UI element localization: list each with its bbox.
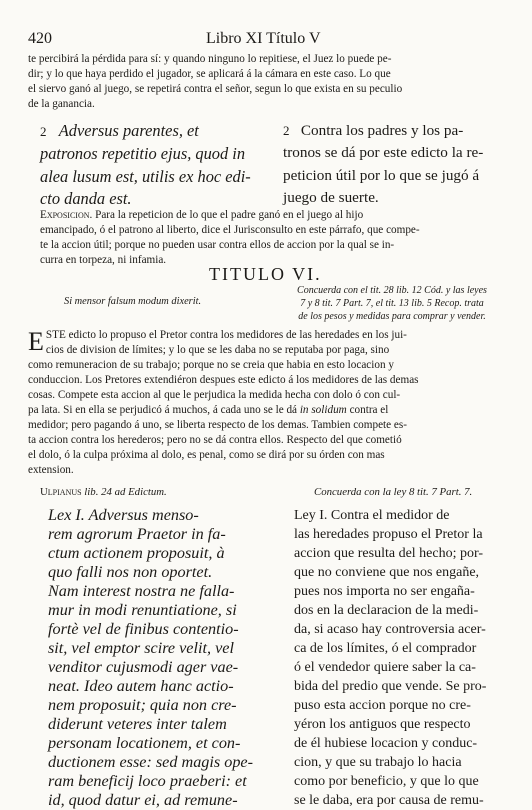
text-line: id, quod datur ei, ad remune- xyxy=(48,791,238,809)
text-line: dos en la declaracion de la medi- xyxy=(294,603,479,618)
text-line: ductionem esse: sed magis ope- xyxy=(48,753,253,771)
text-line: Adversus parentes, et xyxy=(58,121,199,140)
intro-paragraph xyxy=(28,328,506,478)
text-line: 7 y 8 tit. 7 Part. 7, el tit. 13 lib. 5 Recop. trata xyxy=(300,298,484,309)
running-title: Libro XI Título V xyxy=(206,30,321,47)
text-line: bida del predio que vende. Se pro- xyxy=(294,679,487,694)
text-line: yéron los antiguos que respecto xyxy=(294,717,471,732)
text-line: accion que resulta del hecho; por- xyxy=(294,546,484,561)
text-line: las heredades propuso el Pretor la xyxy=(294,527,483,542)
text-line: el siervo ganó al juego, se repetirá contra el señor, segun lo que exista en su peculio xyxy=(28,83,403,95)
text-line: ta accion contra los herederos; pero no se dá contra ellos. Respecto del que cometió xyxy=(28,434,402,446)
source-left xyxy=(40,486,167,498)
drop-cap: E xyxy=(28,327,44,356)
text-line: puso esta accion porque no cre- xyxy=(294,698,471,713)
text-line: juego de suerte. xyxy=(283,189,379,207)
text-line: cion, y que su trabajo lo hacia xyxy=(294,755,462,770)
text-line: ctum actionem proposuit, à xyxy=(48,544,225,562)
text-line: como por beneficio, y que lo que xyxy=(294,774,479,789)
lex-latin-column xyxy=(48,506,280,810)
exposicion-paragraph xyxy=(40,208,506,268)
text-line: de los pesos y medidas para comprar y vender. xyxy=(298,311,486,322)
text-line: STE edicto lo propuso el Pretor contra los medidores de las heredades en los jui- xyxy=(45,329,407,341)
text-line: el dolo, ó la culpa próxima al dolo, es penal, como se dirá por su órden con mas xyxy=(28,449,385,461)
text-line: personam locationem, et con- xyxy=(48,734,241,752)
text-line: Concuerda con el tit. 28 lib. 12 Cód. y las leyes xyxy=(297,285,487,296)
source-reference: lib. 24 ad Edictum. xyxy=(81,486,167,498)
text-line: peticion útil por lo que se jugó á xyxy=(283,166,480,184)
text-line: ca de los límites, ó el comprador xyxy=(294,641,477,656)
text-line: rem agrorum Praetor in fa- xyxy=(48,525,226,543)
section-number: 2 xyxy=(40,124,47,139)
text-line: pues nos importa no ser engaña- xyxy=(294,584,475,599)
text-line: te percibirá la pérdida para sí: y quando ninguno lo repitiese, el Juez lo puede pe- xyxy=(28,53,392,65)
text-line: pa lata. Si en ella se perjudicó á muchos, á cada uno se le dá xyxy=(28,404,300,416)
text-line: mur in modi renuntiatione, si xyxy=(48,601,237,619)
text-line: como remuneracion de su trabajo; porque no se creia que habia en esto locacion y xyxy=(28,359,394,371)
text-line: dir; y lo que haya perdido el jugador, se aplicará á la cámara en este caso. Lo que xyxy=(28,68,391,80)
text-line: Para la repeticion de lo que el padre ganó en el juego al hijo xyxy=(95,209,364,221)
page-number: 420 xyxy=(28,30,52,47)
exposicion-label: Exposicion. xyxy=(40,209,93,221)
source-author: Ulpianus xyxy=(40,486,82,498)
text-line: sit, vel emptor scire velit, vel xyxy=(48,639,234,657)
text-line: nem proposuit; quia non cre- xyxy=(48,696,237,714)
text-line: alea lusum est, utilis ex hoc edi- xyxy=(40,166,251,186)
text-line: cios de division de límites; y lo que se les daba no se reputaba por paga, sino xyxy=(45,344,390,356)
text-line: de la ganancia. xyxy=(28,98,95,110)
lex-spanish-column xyxy=(294,506,512,810)
text-line: tronos se dá por este edicto la re- xyxy=(283,144,484,162)
text-line: se le daba, era por causa de remu- xyxy=(294,793,484,808)
text-line: diderunt veteres inter talem xyxy=(48,715,227,733)
spanish-section-2 xyxy=(283,120,507,210)
text-line: contra el xyxy=(346,404,389,416)
text-line: Ley I. Contra el medidor de xyxy=(294,508,450,523)
text-line: te la accion útil; porque no pueden usar contra ellos de accion por la qual se in- xyxy=(40,239,395,251)
text-line: Nam interest nostra ne falla- xyxy=(48,582,235,600)
concordance-note xyxy=(276,284,508,323)
text-line: venditor cujusmodi ager vae- xyxy=(48,658,239,676)
section-number: 2 xyxy=(283,123,290,138)
text-line: cosas. Compete esta accion al que le perjudica la medida hecha con dolo ó con cul- xyxy=(28,389,401,401)
source-right: Concuerda con la ley 8 tit. 7 Part. 7. xyxy=(314,486,473,498)
text-line: conduccion. Los Pretores extendiéron despues este edicto á los medidores de las demas xyxy=(28,374,419,386)
titulo-subtitle: Si mensor falsum modum dixerit. xyxy=(64,296,202,307)
text-line: de él hubiese locacion y conduc- xyxy=(294,736,478,751)
text-line: quo falli nos non oportet. xyxy=(48,563,213,581)
text-line: que no conviene que nos engañe, xyxy=(294,565,480,580)
text-line: extension. xyxy=(28,464,74,476)
latin-section-2 xyxy=(40,120,270,211)
latin-phrase: in solidum xyxy=(299,404,347,416)
top-paragraph xyxy=(28,52,504,112)
text-line: cto danda est. xyxy=(40,189,132,209)
text-line: da, si acaso hay controversia acer- xyxy=(294,622,486,637)
text-line: fortè vel de finibus contentio- xyxy=(48,620,239,638)
text-line: curra en torpeza, ni infamia. xyxy=(40,254,167,266)
titulo-heading: TITULO VI. xyxy=(209,264,322,284)
text-line: Contra los padres y los pa- xyxy=(300,122,464,139)
text-line: Lex I. Adversus menso- xyxy=(48,506,199,524)
text-line: neat. Ideo autem hanc actio- xyxy=(48,677,234,695)
text-line: ram beneficij loco praeberi: et xyxy=(48,772,247,790)
text-line: patronos repetitio ejus, quod in xyxy=(40,144,246,164)
text-line: emancipado, ó el patrono al liberto, dice el Jurisconsulto en este párrafo, que compe- xyxy=(40,224,420,236)
text-line: ó el vendedor quiere saber la ca- xyxy=(294,660,476,675)
text-line: medidor; pero pagando á uno, se liberta respecto de los demas. Tambien compete es- xyxy=(28,419,407,431)
